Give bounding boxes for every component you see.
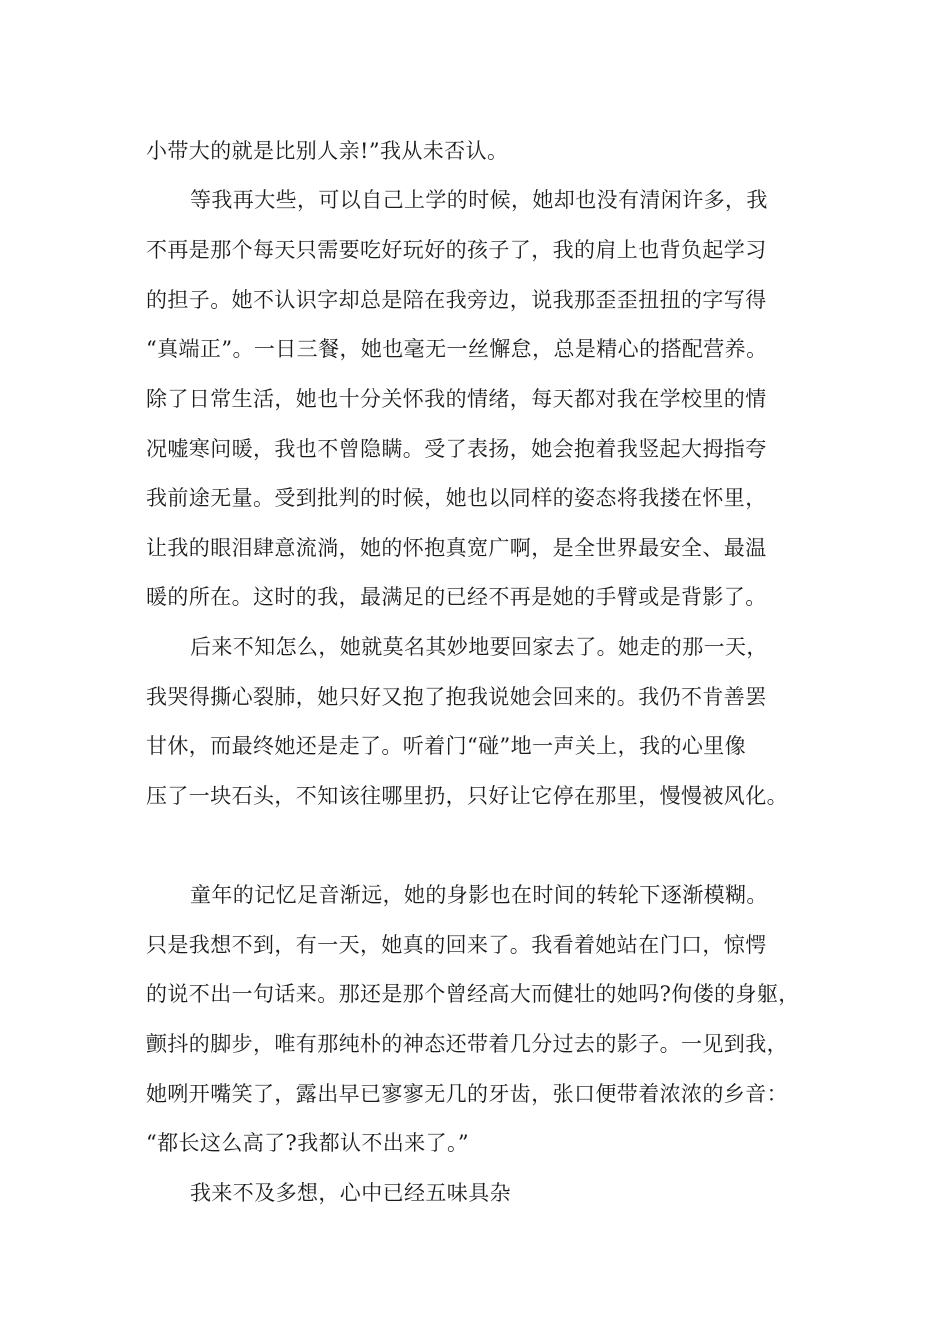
text-line: 童年的记忆足音渐远，她的身影也在时间的转轮下逐渐模糊。 xyxy=(190,883,768,907)
text-line: 暖的所在。这时的我，最满足的已经不再是她的手臂或是背影了。 xyxy=(146,585,767,609)
text-line: 小带大的就是比别人亲!”我从未否认。 xyxy=(146,139,509,163)
text-line: 后来不知怎么，她就莫名其妙地要回家去了。她走的那一天， xyxy=(190,635,768,659)
text-line: 的担子。她不认识字却总是陪在我旁边，说我那歪歪扭扭的字写得 xyxy=(146,288,767,312)
text-line: 颤抖的脚步，唯有那纯朴的神态还带着几分过去的影子。一见到我， xyxy=(146,1032,788,1056)
text-line: “真端正”。一日三餐，她也毫无一丝懈怠，总是精心的搭配营养。 xyxy=(146,337,768,361)
text-line: 她咧开嘴笑了，露出早已寥寥无几的牙齿，张口便带着浓浓的乡音： xyxy=(146,1082,788,1106)
text-line: 的说不出一句话来。那还是那个曾经高大而健壮的她吗?佝偻的身躯， xyxy=(146,982,800,1006)
text-line: 除了日常生活，她也十分关怀我的情绪，每天都对我在学校里的情 xyxy=(146,387,767,411)
text-line: 不再是那个每天只需要吃好玩好的孩子了，我的肩上也背负起学习 xyxy=(146,238,767,262)
text-line: 只是我想不到，有一天，她真的回来了。我看着她站在门口，惊愕 xyxy=(146,933,767,957)
text-line: 我来不及多想，心中已经五味具杂 xyxy=(190,1181,511,1205)
text-line: 我前途无量。受到批判的时候，她也以同样的姿态将我搂在怀里， xyxy=(146,486,767,510)
text-line: 等我再大些，可以自己上学的时候，她却也没有清闲许多，我 xyxy=(190,188,768,212)
text-line: 压了一块石头，不知该往哪里扔，只好让它停在那里，慢慢被风化。 xyxy=(146,784,788,808)
text-line: 让我的眼泪肆意流淌，她的怀抱真宽广啊，是全世界最安全、最温 xyxy=(146,536,767,560)
text-line: 甘休，而最终她还是走了。听着门“碰”地一声关上，我的心里像 xyxy=(146,734,747,758)
text-line: 我哭得撕心裂肺，她只好又抱了抱我说她会回来的。我仍不肯善罢 xyxy=(146,685,767,709)
text-line: 况嘘寒问暖，我也不曾隐瞒。受了表扬，她会抱着我竖起大拇指夸 xyxy=(146,437,767,461)
text-line: “都长这么高了?我都认不出来了。” xyxy=(146,1131,470,1155)
